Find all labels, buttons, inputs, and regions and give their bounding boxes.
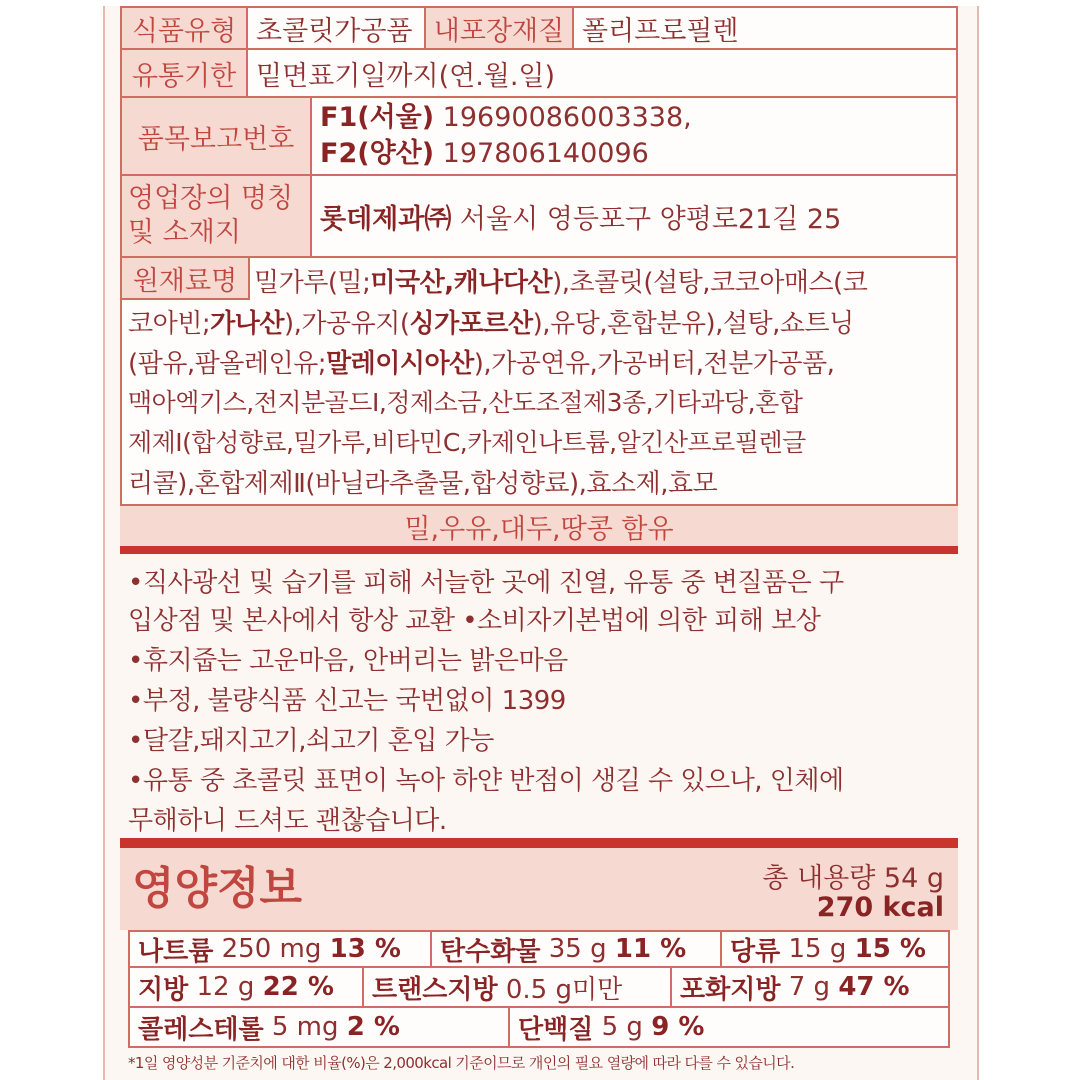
divider	[120, 546, 958, 554]
business-value	[310, 174, 958, 258]
packaging-value: 폴리프로필렌	[572, 6, 958, 50]
notice-line-2: 입상점 및 본사에서 항상 교환 •소비자기본법에 의한 피해 보상	[128, 606, 821, 636]
ingredients-line-3: (팜유,팜올레인유;말레이시아산),가공연유,가공버터,전분가공품,	[128, 349, 835, 379]
business-label-line2: 및 소재지	[128, 217, 241, 248]
business-label-line1: 영업장의 명칭	[128, 183, 294, 214]
nutrient-carbohydrate: 탄수화물 35 g 11 %	[430, 930, 722, 968]
nutrient-sodium: 나트륨 250 mg 13 %	[128, 930, 432, 968]
report-f2-tag: F2(양산)	[320, 138, 435, 169]
food-type-label: 식품유형	[120, 6, 248, 50]
packaging-label: 내포장재질	[424, 6, 574, 50]
report-f2	[320, 136, 649, 172]
ingredients-line-6: 리콜),혼합제제Ⅱ(바닐라추출물,합성향료),효소제,효모	[128, 469, 718, 499]
nutrient-cholesterol: 콜레스테롤 5 mg 2 %	[128, 1006, 510, 1048]
expiry-value: 밑면표기일까지(연.월.일)	[246, 48, 958, 98]
ingredients-line-5: 제제Ⅰ(합성향료,밀가루,비타민C,카제인나트륨,알긴산프로필렌글	[128, 428, 806, 457]
nutrient-sugar: 당류 15 g 15 %	[720, 930, 950, 968]
food-type-value: 초콜릿가공품	[246, 6, 426, 50]
nutrient-fat: 지방 12 g 22 %	[128, 966, 364, 1008]
allergy-notice: 밀,우유,대두,땅콩 함유	[120, 506, 958, 546]
ingredients-label: 원재료명	[120, 256, 250, 300]
ingredients-line-2: 코아빈;가나산),가공유지(싱가포르산),유당,혼합분유),설탕,쇼트닝	[128, 309, 854, 339]
expiry-label: 유통기한	[120, 48, 248, 98]
report-f1	[320, 100, 692, 136]
company-address: 서울시 영등포구 양평로21길 25	[459, 203, 842, 235]
ingredients-line-4: 맥아엑기스,전지분골드Ⅰ,정제소금,산도조절제3종,기타과당,혼합	[128, 388, 803, 417]
notice-line-7: 무해하니 드셔도 괜찮습니다.	[128, 806, 447, 836]
nutrition-footnote: *1일 영양성분 기준치에 대한 비율(%)은 2,000kcal 기준이므로 개인의 필요 열량에 따라 다를 수 있습니다.	[128, 1054, 795, 1072]
ingredients-line-1: 밀가루(밀;미국산,캐나다산),초콜릿(설탕,코코아매스(코	[254, 268, 868, 298]
company-name: 롯데제과㈜	[320, 203, 452, 235]
total-content: 총 내용량 54 g	[762, 863, 944, 894]
nutrient-trans-fat: 트랜스지방 0.5 g미만	[362, 966, 672, 1008]
divider	[120, 838, 958, 848]
business-label	[120, 174, 312, 258]
notice-line-5: •달걀,돼지고기,쇠고기 혼입 가능	[128, 726, 494, 756]
report-f1-number: 19690086003338,	[442, 102, 692, 133]
notice-line-6: •유통 중 초콜릿 표면이 녹아 하얀 반점이 생길 수 있으나, 인체에	[128, 766, 844, 796]
notice-line-3: •휴지줍는 고운마음, 안버리는 밝은마음	[128, 646, 568, 676]
nutrient-saturated-fat: 포화지방 7 g 47 %	[670, 966, 950, 1008]
notice-line-4: •부정, 불량식품 신고는 국번없이 1399	[128, 686, 566, 716]
notice-line-1: •직사광선 및 습기를 피해 서늘한 곳에 진열, 유통 중 변질품은 구	[128, 568, 844, 598]
report-f2-number: 197806140096	[442, 138, 649, 169]
report-f1-tag: F1(서울)	[320, 102, 435, 133]
report-number-label: 품목보고번호	[120, 96, 312, 176]
nutrition-title: 영양정보	[132, 863, 303, 914]
calories: 270 kcal	[816, 892, 944, 923]
report-number-value	[310, 96, 958, 176]
nutrient-protein: 단백질 5 g 9 %	[508, 1006, 950, 1048]
